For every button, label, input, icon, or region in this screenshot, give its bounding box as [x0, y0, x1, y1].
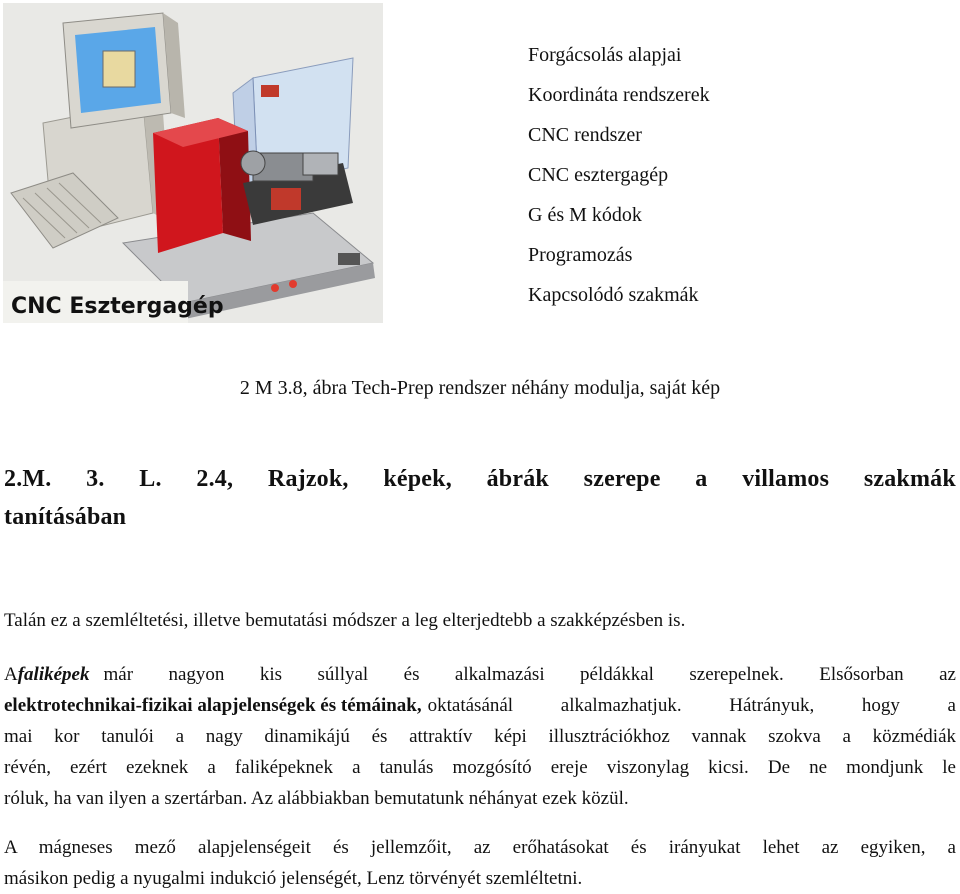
- heading-word: a: [695, 466, 708, 492]
- text-run: mai kor tanulói a nagy dinamikájú és attraktív képi illusztrációkhoz vannak szokva a közmédiák: [4, 726, 956, 747]
- paragraph-text: Talán ez a szemléltetési, illetve bemutatási módszer a leg elterjedtebb a szakképzésben is.: [4, 610, 686, 631]
- paragraph-line: [4, 832, 956, 863]
- heading-word: szakmák: [863, 466, 956, 492]
- heading-word: villamos: [742, 466, 830, 492]
- paragraph-2: [4, 659, 956, 814]
- topic-menu: [528, 35, 710, 315]
- text-run: révén, ezért ezeknek a faliképeknek a tanulás mozgósító ereje viszonylag kicsi. De ne mondjunk le: [4, 757, 956, 778]
- heading-line-2: tanításában: [4, 504, 127, 530]
- text-run: A: [4, 664, 18, 685]
- section-heading: [4, 460, 956, 536]
- heading-word: ábrák: [486, 466, 549, 492]
- heading-word: Rajzok,: [267, 466, 349, 492]
- paragraph-3: [4, 832, 956, 894]
- paragraph-1: [4, 605, 956, 636]
- menu-item-cnc-esztergagep[interactable]: CNC esztergagép: [528, 164, 669, 186]
- heading-word: 2.M.: [4, 466, 52, 492]
- paragraph-line: [4, 659, 956, 690]
- strong-alapjelensegek: elektrotechnikai-fizikai alapjelenségek és témáinak,: [4, 695, 422, 716]
- heading-word: 2.4,: [196, 466, 234, 492]
- menu-item-koordinata[interactable]: Koordináta rendszerek: [528, 84, 710, 106]
- paragraph-line: [4, 721, 956, 752]
- emphasis-falikepek: faliképek: [17, 664, 90, 685]
- text-run: oktatásánál alkalmazhatjuk. Hátrányuk, hogy a: [427, 695, 956, 716]
- text-run: már nagyon kis súllyal és alkalmazási példákkal szerepelnek. Elsősorban az: [103, 664, 956, 685]
- heading-word: L.: [139, 466, 162, 492]
- menu-item-kapcsolodo[interactable]: Kapcsolódó szakmák: [528, 284, 699, 306]
- heading-word: képek,: [383, 466, 452, 492]
- cnc-lathe-photo: [3, 3, 383, 323]
- paragraph-line: [4, 752, 956, 783]
- menu-item-programozas[interactable]: Programozás: [528, 244, 633, 266]
- menu-item-forgacsolas[interactable]: Forgácsolás alapjai: [528, 44, 682, 66]
- paragraph-line: [4, 690, 956, 721]
- menu-item-g-m-kodok[interactable]: G és M kódok: [528, 204, 642, 226]
- heading-word: 3.: [86, 466, 105, 492]
- photo-label: CNC Esztergagép: [11, 294, 224, 319]
- paragraph-line: másikon pedig a nyugalmi indukció jelenségét, Lenz törvényét szemléltetni.: [4, 868, 583, 889]
- text-run: A mágneses mező alapjelenségeit és jellemzőit, az erőhatásokat és irányukat lehet az egyiken, a: [4, 837, 956, 858]
- heading-word: szerepe: [583, 466, 661, 492]
- heading-line-1: [4, 460, 956, 498]
- paragraph-line: róluk, ha van ilyen a szertárban. Az alábbiakban bemutatunk néhányat ezek közül.: [4, 788, 629, 809]
- figure-caption: 2 M 3.8, ábra Tech-Prep rendszer néhány modulja, saját kép: [239, 377, 721, 399]
- menu-item-cnc-rendszer[interactable]: CNC rendszer: [528, 124, 642, 146]
